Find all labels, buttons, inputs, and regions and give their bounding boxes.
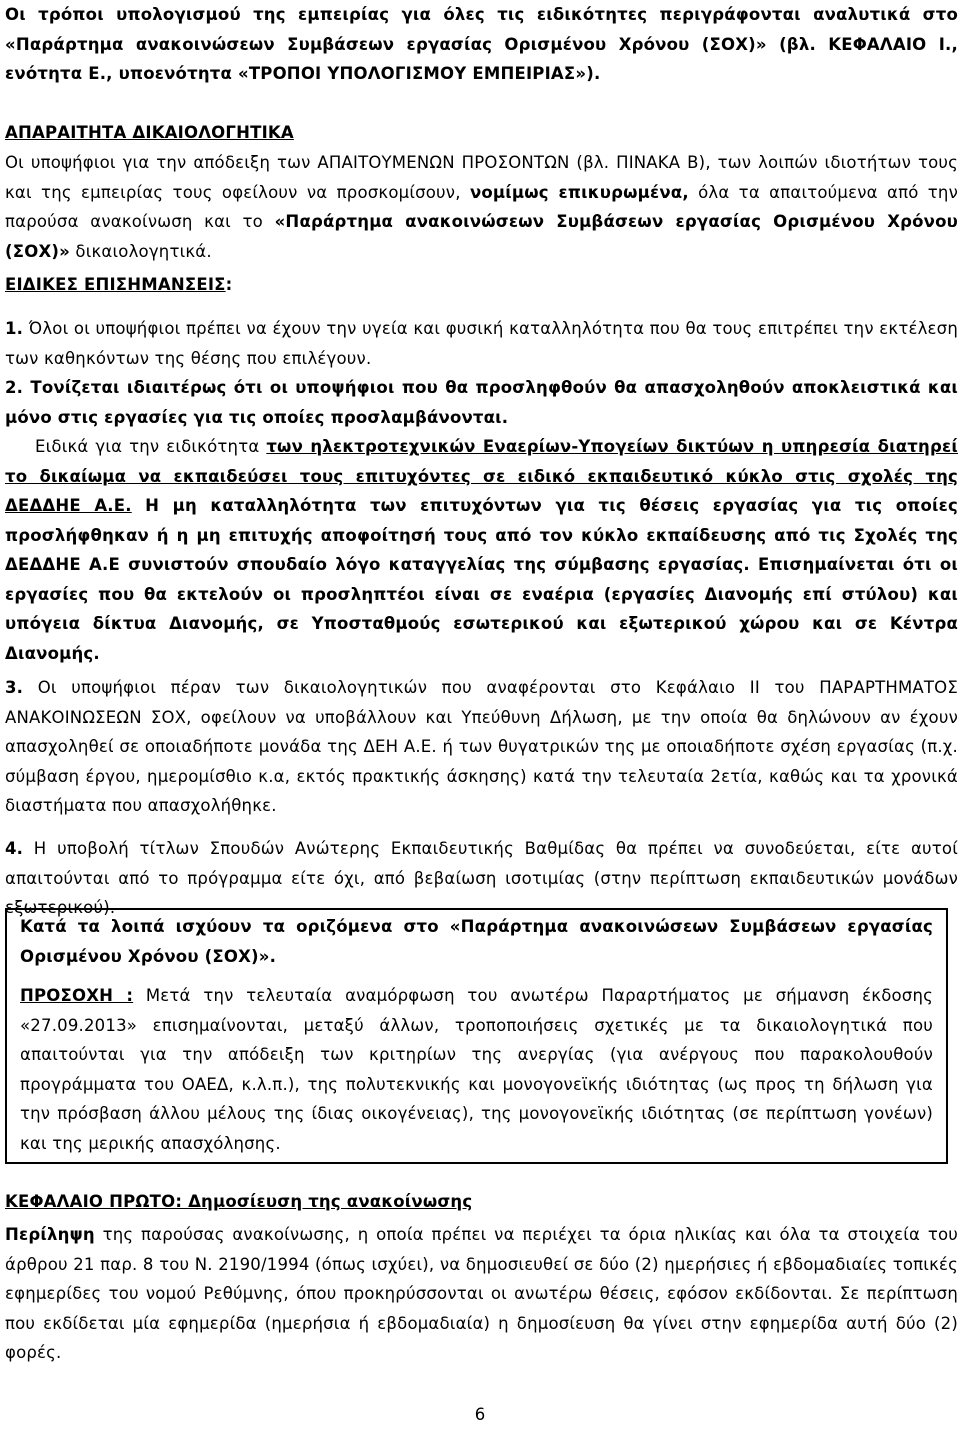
- special-notes-heading-text: ΕΙΔΙΚΕΣ ΕΠΙΣΗΜΑΝΣΕΙΣ: [5, 275, 226, 294]
- chapter-one-heading: [5, 1187, 958, 1217]
- attention-paragraph: [20, 981, 933, 1158]
- docs-text-3: δικαιολογητικά.: [69, 241, 212, 261]
- page-number: 6: [474, 1405, 486, 1424]
- chapter-one-heading-label: ΚΕΦΑΛΑΙΟ ΠΡΩΤΟ:: [5, 1192, 189, 1211]
- note-3-number: 3.: [5, 678, 24, 697]
- intro-paragraph: Οι τρόποι υπολογισμού της εμπειρίας για όλες τις ειδικότητες περιγράφονται αναλυτικά στο «Παράρτημα ανακοινώσεων Συμβάσεων εργασίας Ορισμένου Χρόνου (ΣΟΧ)» (βλ. ΚΕΦΑΛΑΙΟ Ι., ενότητα Ε., υποενότητα «ΤΡΟΠΟΙ ΥΠΟΛΟΓΙΣΜΟΥ ΕΜΠΕΙΡΙΑΣ»).: [5, 5, 958, 83]
- note-4-number: 4.: [5, 839, 24, 858]
- note-1-text: Όλοι οι υποψήφιοι πρέπει να έχουν την υγεία και φυσική καταλληλότητα που θα τους επιτρέπει την εκτέλεση των καθηκόντων της θέσης που επιλέγουν.: [5, 319, 958, 368]
- required-documents-heading: ΑΠΑΡΑΙΤΗΤΑ ΔΙΚΑΙΟΛΟΓΗΤΙΚΑ: [5, 123, 294, 142]
- summary-text: της παρούσας ανακοίνωσης, η οποία πρέπει να περιέχει τα όρια ηλικίας και όλα τα στοιχεία του άρθρου 21 παρ. 8 του Ν. 2190/1994 (όπως ισχύει), να δημοσιευθεί σε δύο (2) ημερήσιες ή εβδομαδιαίες τοπικές εφημερίδες του νομού Ρεθύμνης, όπου προκηρύσσονται οι ανωτέρω θέσεις, εφόσον εκδίδονται. Σε περίπτωση που εκδίδεται μία εφημερίδα (ημερήσια ή εβδομαδιαία) η δημοσίευση θα γίνει στην εφημερίδα αυτή δύο (2) φορές.: [5, 1225, 958, 1362]
- special-underlined-text: των ηλεκτροτεχνικών Εναερίων-Υπογείων δικτύων η υπηρεσία διατηρεί το δικαίωμα να εκπαιδεύσει τους επιτυχόντες σε ειδικό εκπαιδευτικό κύκλο στις σχολές της ΔΕΔΔΗΕ Α.Ε.: [5, 437, 958, 515]
- note-1: [5, 314, 958, 373]
- notice-box: [5, 908, 948, 1164]
- note-3: [5, 673, 958, 821]
- note-3-text: Οι υποψήφιοι πέραν των δικαιολογητικών που αναφέρονται στο Κεφάλαιο ΙΙ του ΠΑΡΑΡΤΗΜΑΤΟΣ ΑΝΑΚΟΙΝΩΣΕΩΝ ΣΟΧ, οφείλουν να υποβάλλουν και Υπεύθυνη Δήλωση, με την οποία θα δηλώνουν αν έχουν απασχοληθεί σε οποιαδήποτε μονάδα της ΔΕΗ Α.Ε. ή των θυγατρικών της με οποιαδήποτε σχέση εργασίας (π.χ. σύμβαση έργου, ημερομίσθιο κ.α, εκτός πρακτικής άσκησης) κατά την τελευταία 2ετία, καθώς και τα χρονικά διαστήματα που απασχολήθηκε.: [5, 678, 958, 815]
- notice-box-title: Κατά τα λοιπά ισχύουν τα οριζόμενα στο «Παράρτημα ανακοινώσεων Συμβάσεων εργασίας Ορισμένου Χρόνου (ΣΟΧ)».: [20, 917, 933, 966]
- summary-label: Περίληψη: [5, 1225, 95, 1244]
- required-documents-paragraph: [5, 148, 958, 266]
- note-2-special-paragraph: [5, 432, 958, 668]
- special-notes-heading-colon: :: [225, 275, 233, 294]
- note-1-number: 1.: [5, 319, 24, 338]
- note-2: 2. Τονίζεται ιδιαιτέρως ότι οι υποψήφιοι που θα προσληφθούν θα απασχοληθούν αποκλειστικά και μόνο στις εργασίες για τις οποίες προσλαμβάνονται.: [5, 378, 958, 427]
- docs-text-1: Οι υποψήφιοι για την απόδειξη των ΑΠΑΙΤΟΥΜΕΝΩΝ ΠΡΟΣΟΝΤΩΝ (βλ. ΠΙΝΑΚΑ Β), των λοιπών ιδιοτήτων τους και της εμπειρίας τους οφείλουν να προσκομίσουν,: [5, 153, 958, 202]
- chapter-one-heading-title: Δημοσίευση της ανακοίνωσης: [188, 1192, 473, 1211]
- special-bold-text: Η μη καταλληλότητα των επιτυχόντων για τις θέσεις εργασίας για τις οποίες προσλήφθηκαν ή η μη επιτυχής αποφοίτησή τους από τον κύκλο εκπαίδευσης από τις Σχολές της ΔΕΔΔΗΕ Α.Ε συνιστούν σπουδαίο λόγο καταγγελίας της σύμβασης εργασίας. Επισημαίνεται ότι οι εργασίες που θα εκτελούν οι προσληπτέοι είναι σε εναέρια (εργασίες Διανομής επί στύλου) και υπόγεια δίκτυα Διανομής, σε Υποσταθμούς εσωτερικού και εξωτερικού χώρου και σε Κέντρα Διανομής.: [5, 496, 959, 663]
- special-notes-heading: [5, 270, 958, 300]
- docs-bold-1: νομίμως επικυρωμένα,: [469, 182, 689, 202]
- note-4-text: Η υποβολή τίτλων Σπουδών Ανώτερης Εκπαιδευτικής Βαθμίδας θα πρέπει να συνοδεύεται, είτε αυτοί απαιτούνται από το πρόγραμμα είτε όχι, από βεβαίωση ισοτιμίας (στην περίπτωση εκπαιδευτικών μονάδων εξωτερικού).: [5, 839, 958, 917]
- summary-paragraph: [5, 1220, 958, 1368]
- special-text: Ειδικά για την ειδικότητα: [35, 437, 267, 456]
- attention-text: Μετά την τελευταία αναμόρφωση του ανωτέρω Παραρτήματος με σήμανση έκδοσης «27.09.2013» επισημαίνονται, μεταξύ άλλων, τροποποιήσεις σχετικές με τα δικαιολογητικά που απαιτούνται για την απόδειξη των κριτηρίων της ανεργίας (για ανέργους που παρακολουθούν προγράμματα του ΟΑΕΔ, κ.λ.π.), της πολυτεκνικής και μονογονεϊκής ιδιότητας (ως προς τη δήλωση για την πρόσβαση άλλου μέλους της ίδιας οικογένειας), της μονογονεϊκής ιδιότητας (σε περίπτωση γονέων) και της μερικής απασχόλησης.: [20, 986, 933, 1153]
- docs-text-2: όλα τα απαιτούμενα από την παρούσα ανακοίνωση και το: [5, 182, 958, 231]
- docs-bold-2: «Παράρτημα ανακοινώσεων Συμβάσεων εργασίας Ορισμένου Χρόνου (ΣΟΧ)»: [5, 212, 958, 261]
- attention-label: ΠΡΟΣΟΧΗ :: [20, 986, 134, 1005]
